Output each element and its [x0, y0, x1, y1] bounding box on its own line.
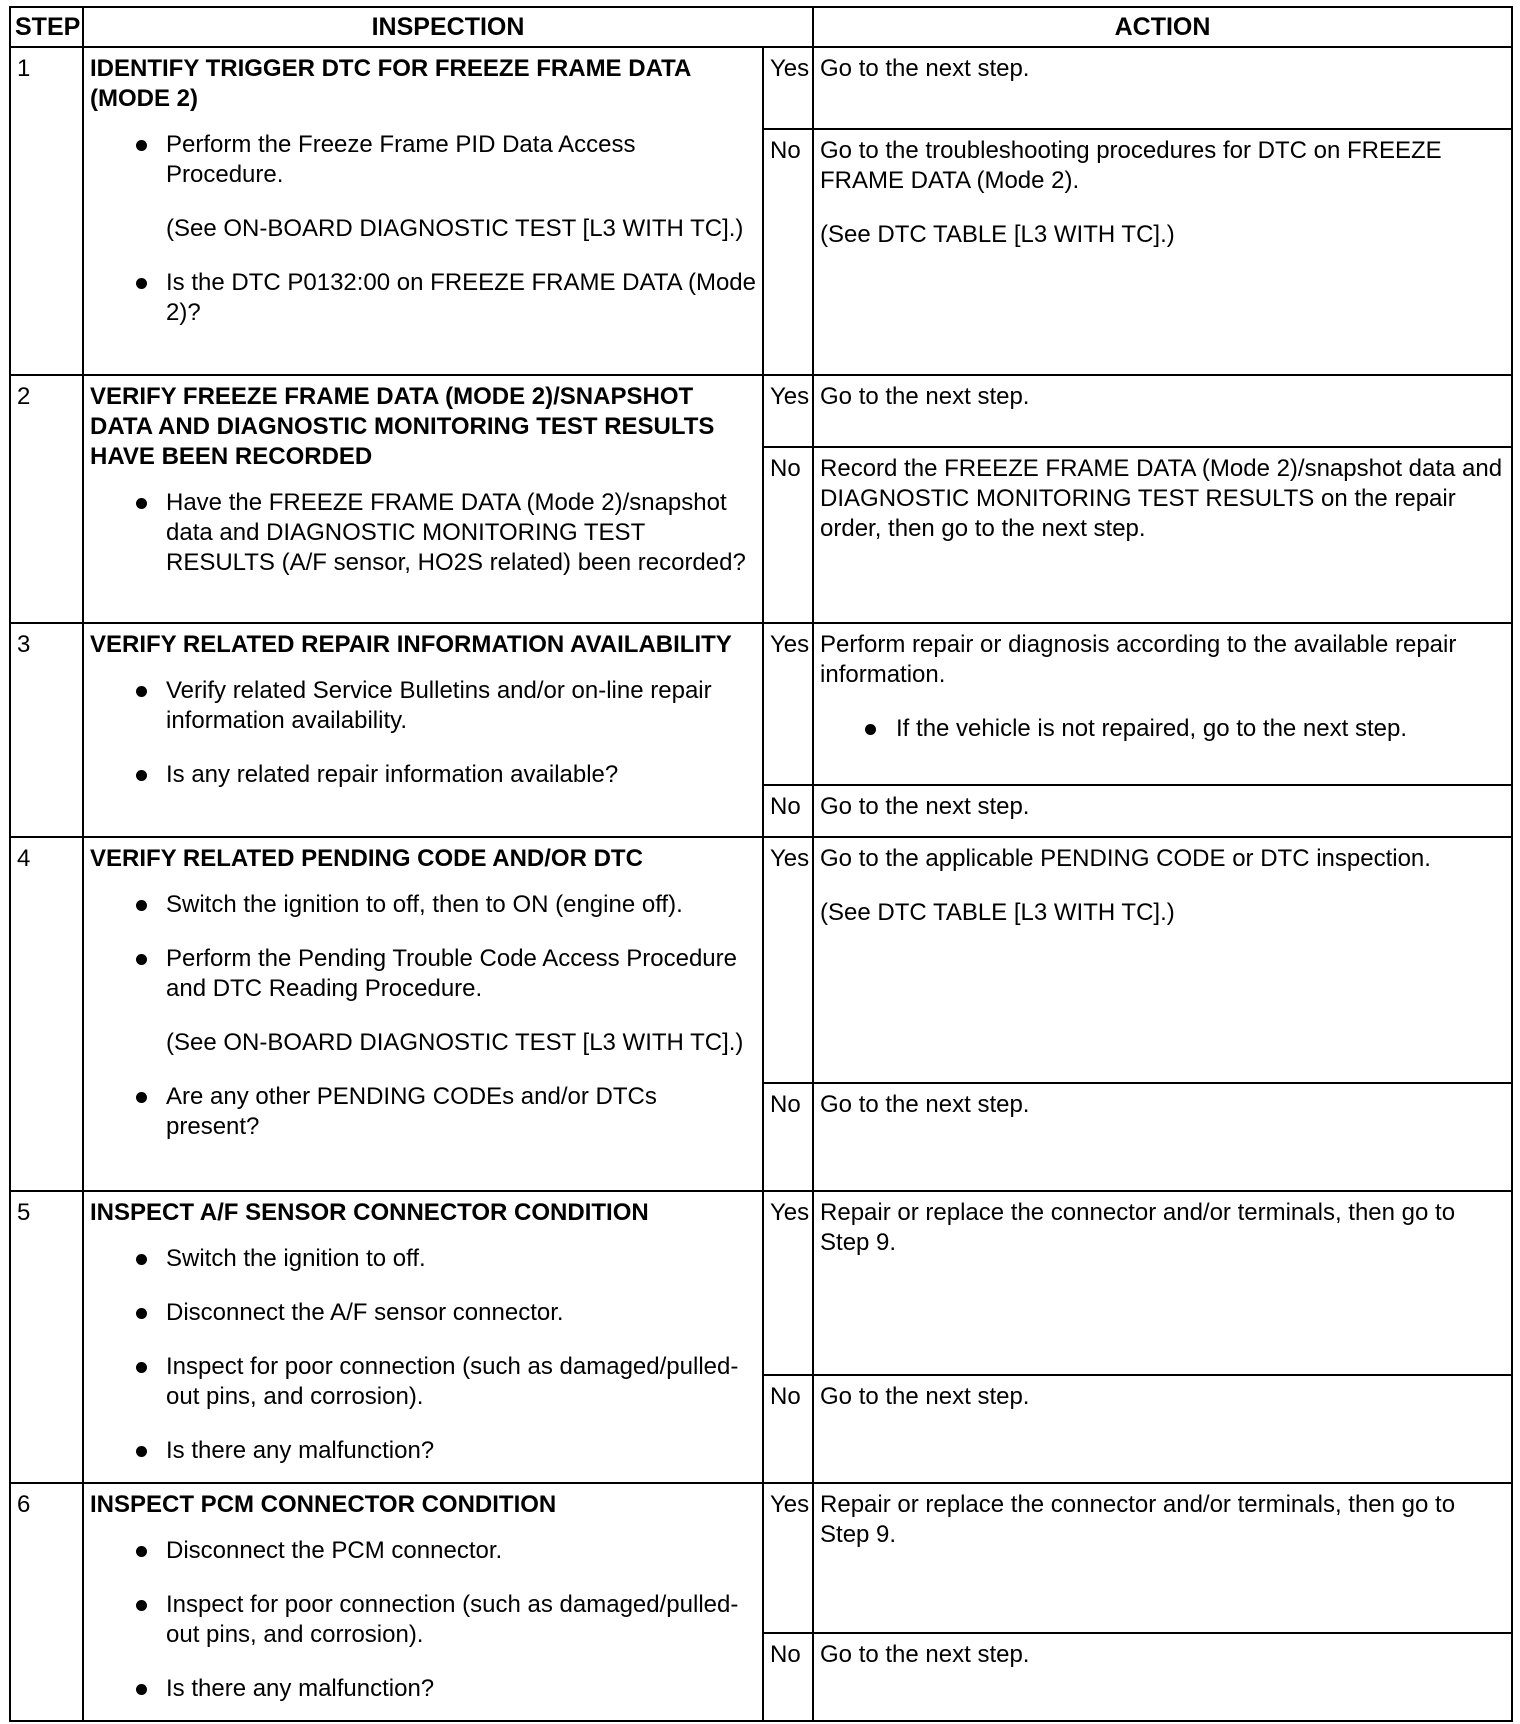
yes-label: Yes — [763, 837, 813, 1083]
action-text: Go to the next step. — [820, 1383, 1030, 1410]
no-label: No — [763, 447, 813, 623]
inspection-column-header: INSPECTION — [83, 7, 813, 47]
inspection-item: Is there any malfunction? — [90, 1436, 756, 1466]
action-bullet: If the vehicle is not repaired, go to the next step. — [820, 714, 1505, 744]
inspection-cell — [83, 1191, 763, 1483]
action-text: Go to the next step. — [820, 1091, 1030, 1118]
no-action-cell — [813, 1083, 1512, 1191]
step-row-2-yes — [10, 375, 1512, 447]
yes-action-cell — [813, 623, 1512, 785]
yes-label: Yes — [763, 623, 813, 785]
inspection-cell — [83, 1483, 763, 1721]
inspection-item: Disconnect the PCM connector. — [90, 1536, 756, 1566]
action-text: Go to the next step. — [820, 383, 1030, 410]
inspection-title: INSPECT A/F SENSOR CONNECTOR CONDITION — [90, 1199, 649, 1226]
inspection-item: Have the FREEZE FRAME DATA (Mode 2)/snapshot data and DIAGNOSTIC MONITORING TEST RESULTS (A/F sensor, HO2S related) been recorded? — [90, 488, 756, 578]
step-row-1-yes — [10, 47, 1512, 129]
inspection-item: Verify related Service Bulletins and/or on-line repair information availability. — [90, 676, 756, 736]
inspection-item: Switch the ignition to off. — [90, 1244, 756, 1274]
action-text: Record the FREEZE FRAME DATA (Mode 2)/snapshot data and DIAGNOSTIC MONITORING TEST RESULTS on the repair order, then go to the next step. — [820, 455, 1503, 542]
no-label: No — [763, 1633, 813, 1721]
no-action-cell — [813, 447, 1512, 623]
step-row-5-yes — [10, 1191, 1512, 1375]
inspection-item: Switch the ignition to off, then to ON (engine off). — [90, 890, 756, 920]
yes-label: Yes — [763, 47, 813, 129]
inspection-item: Is any related repair information available? — [90, 760, 756, 790]
inspection-item: Perform the Pending Trouble Code Access Procedure and DTC Reading Procedure. — [90, 944, 756, 1004]
step-row-4-yes — [10, 837, 1512, 1083]
action-text: Go to the troubleshooting procedures for DTC on FREEZE FRAME DATA (Mode 2). — [820, 137, 1442, 194]
action-text: Go to the applicable PENDING CODE or DTC inspection. — [820, 845, 1431, 872]
no-label: No — [763, 1083, 813, 1191]
no-action-cell — [813, 785, 1512, 837]
action-text: Go to the next step. — [820, 1641, 1030, 1668]
inspection-reference: (See ON-BOARD DIAGNOSTIC TEST [L3 WITH TC].) — [166, 215, 744, 242]
yes-action-cell — [813, 1483, 1512, 1633]
step-number: 1 — [10, 47, 83, 375]
no-action-cell — [813, 1633, 1512, 1721]
diagnostic-procedure-table — [9, 6, 1513, 1722]
step-number: 2 — [10, 375, 83, 623]
yes-action-cell — [813, 375, 1512, 447]
no-label: No — [763, 1375, 813, 1483]
inspection-title: INSPECT PCM CONNECTOR CONDITION — [90, 1491, 557, 1518]
step-number: 5 — [10, 1191, 83, 1483]
inspection-title: IDENTIFY TRIGGER DTC FOR FREEZE FRAME DATA (MODE 2) — [90, 55, 691, 112]
yes-label: Yes — [763, 1483, 813, 1633]
inspection-item: Disconnect the A/F sensor connector. — [90, 1298, 756, 1328]
action-text: Go to the next step. — [820, 55, 1030, 82]
inspection-title: VERIFY RELATED REPAIR INFORMATION AVAILABILITY — [90, 631, 732, 658]
inspection-item: Perform the Freeze Frame PID Data Access Procedure. — [90, 130, 756, 190]
step-column-header: STEP — [10, 7, 83, 47]
action-text: Repair or replace the connector and/or terminals, then go to Step 9. — [820, 1199, 1456, 1256]
action-reference: (See DTC TABLE [L3 WITH TC].) — [820, 221, 1175, 248]
action-text: Go to the next step. — [820, 793, 1030, 820]
inspection-item: Is there any malfunction? — [90, 1674, 756, 1704]
inspection-item: Inspect for poor connection (such as damaged/pulled-out pins, and corrosion). — [90, 1590, 756, 1650]
no-label: No — [763, 785, 813, 837]
action-text: Perform repair or diagnosis according to the available repair information. — [820, 631, 1457, 688]
yes-action-cell — [813, 1191, 1512, 1375]
inspection-reference: (See ON-BOARD DIAGNOSTIC TEST [L3 WITH TC].) — [166, 1029, 744, 1056]
step-number: 3 — [10, 623, 83, 837]
inspection-title: VERIFY FREEZE FRAME DATA (MODE 2)/SNAPSHOT DATA AND DIAGNOSTIC MONITORING TEST RESULTS HAVE BEEN RECORDED — [90, 383, 715, 470]
action-reference: (See DTC TABLE [L3 WITH TC].) — [820, 899, 1175, 926]
step-number: 4 — [10, 837, 83, 1191]
inspection-item: Inspect for poor connection (such as damaged/pulled-out pins, and corrosion). — [90, 1352, 756, 1412]
yes-action-cell — [813, 47, 1512, 129]
step-row-3-yes — [10, 623, 1512, 785]
action-text: Repair or replace the connector and/or terminals, then go to Step 9. — [820, 1491, 1456, 1548]
yes-label: Yes — [763, 375, 813, 447]
inspection-cell — [83, 623, 763, 837]
step-row-6-yes — [10, 1483, 1512, 1633]
yes-label: Yes — [763, 1191, 813, 1375]
no-action-cell — [813, 1375, 1512, 1483]
header-row — [10, 7, 1512, 47]
inspection-item: Is the DTC P0132:00 on FREEZE FRAME DATA (Mode 2)? — [90, 268, 756, 328]
no-label: No — [763, 129, 813, 375]
inspection-cell — [83, 47, 763, 375]
inspection-item: Are any other PENDING CODEs and/or DTCs present? — [90, 1082, 756, 1142]
action-column-header: ACTION — [813, 7, 1512, 47]
step-number: 6 — [10, 1483, 83, 1721]
no-action-cell — [813, 129, 1512, 375]
inspection-cell — [83, 837, 763, 1191]
yes-action-cell — [813, 837, 1512, 1083]
inspection-title: VERIFY RELATED PENDING CODE AND/OR DTC — [90, 845, 643, 872]
inspection-cell — [83, 375, 763, 623]
